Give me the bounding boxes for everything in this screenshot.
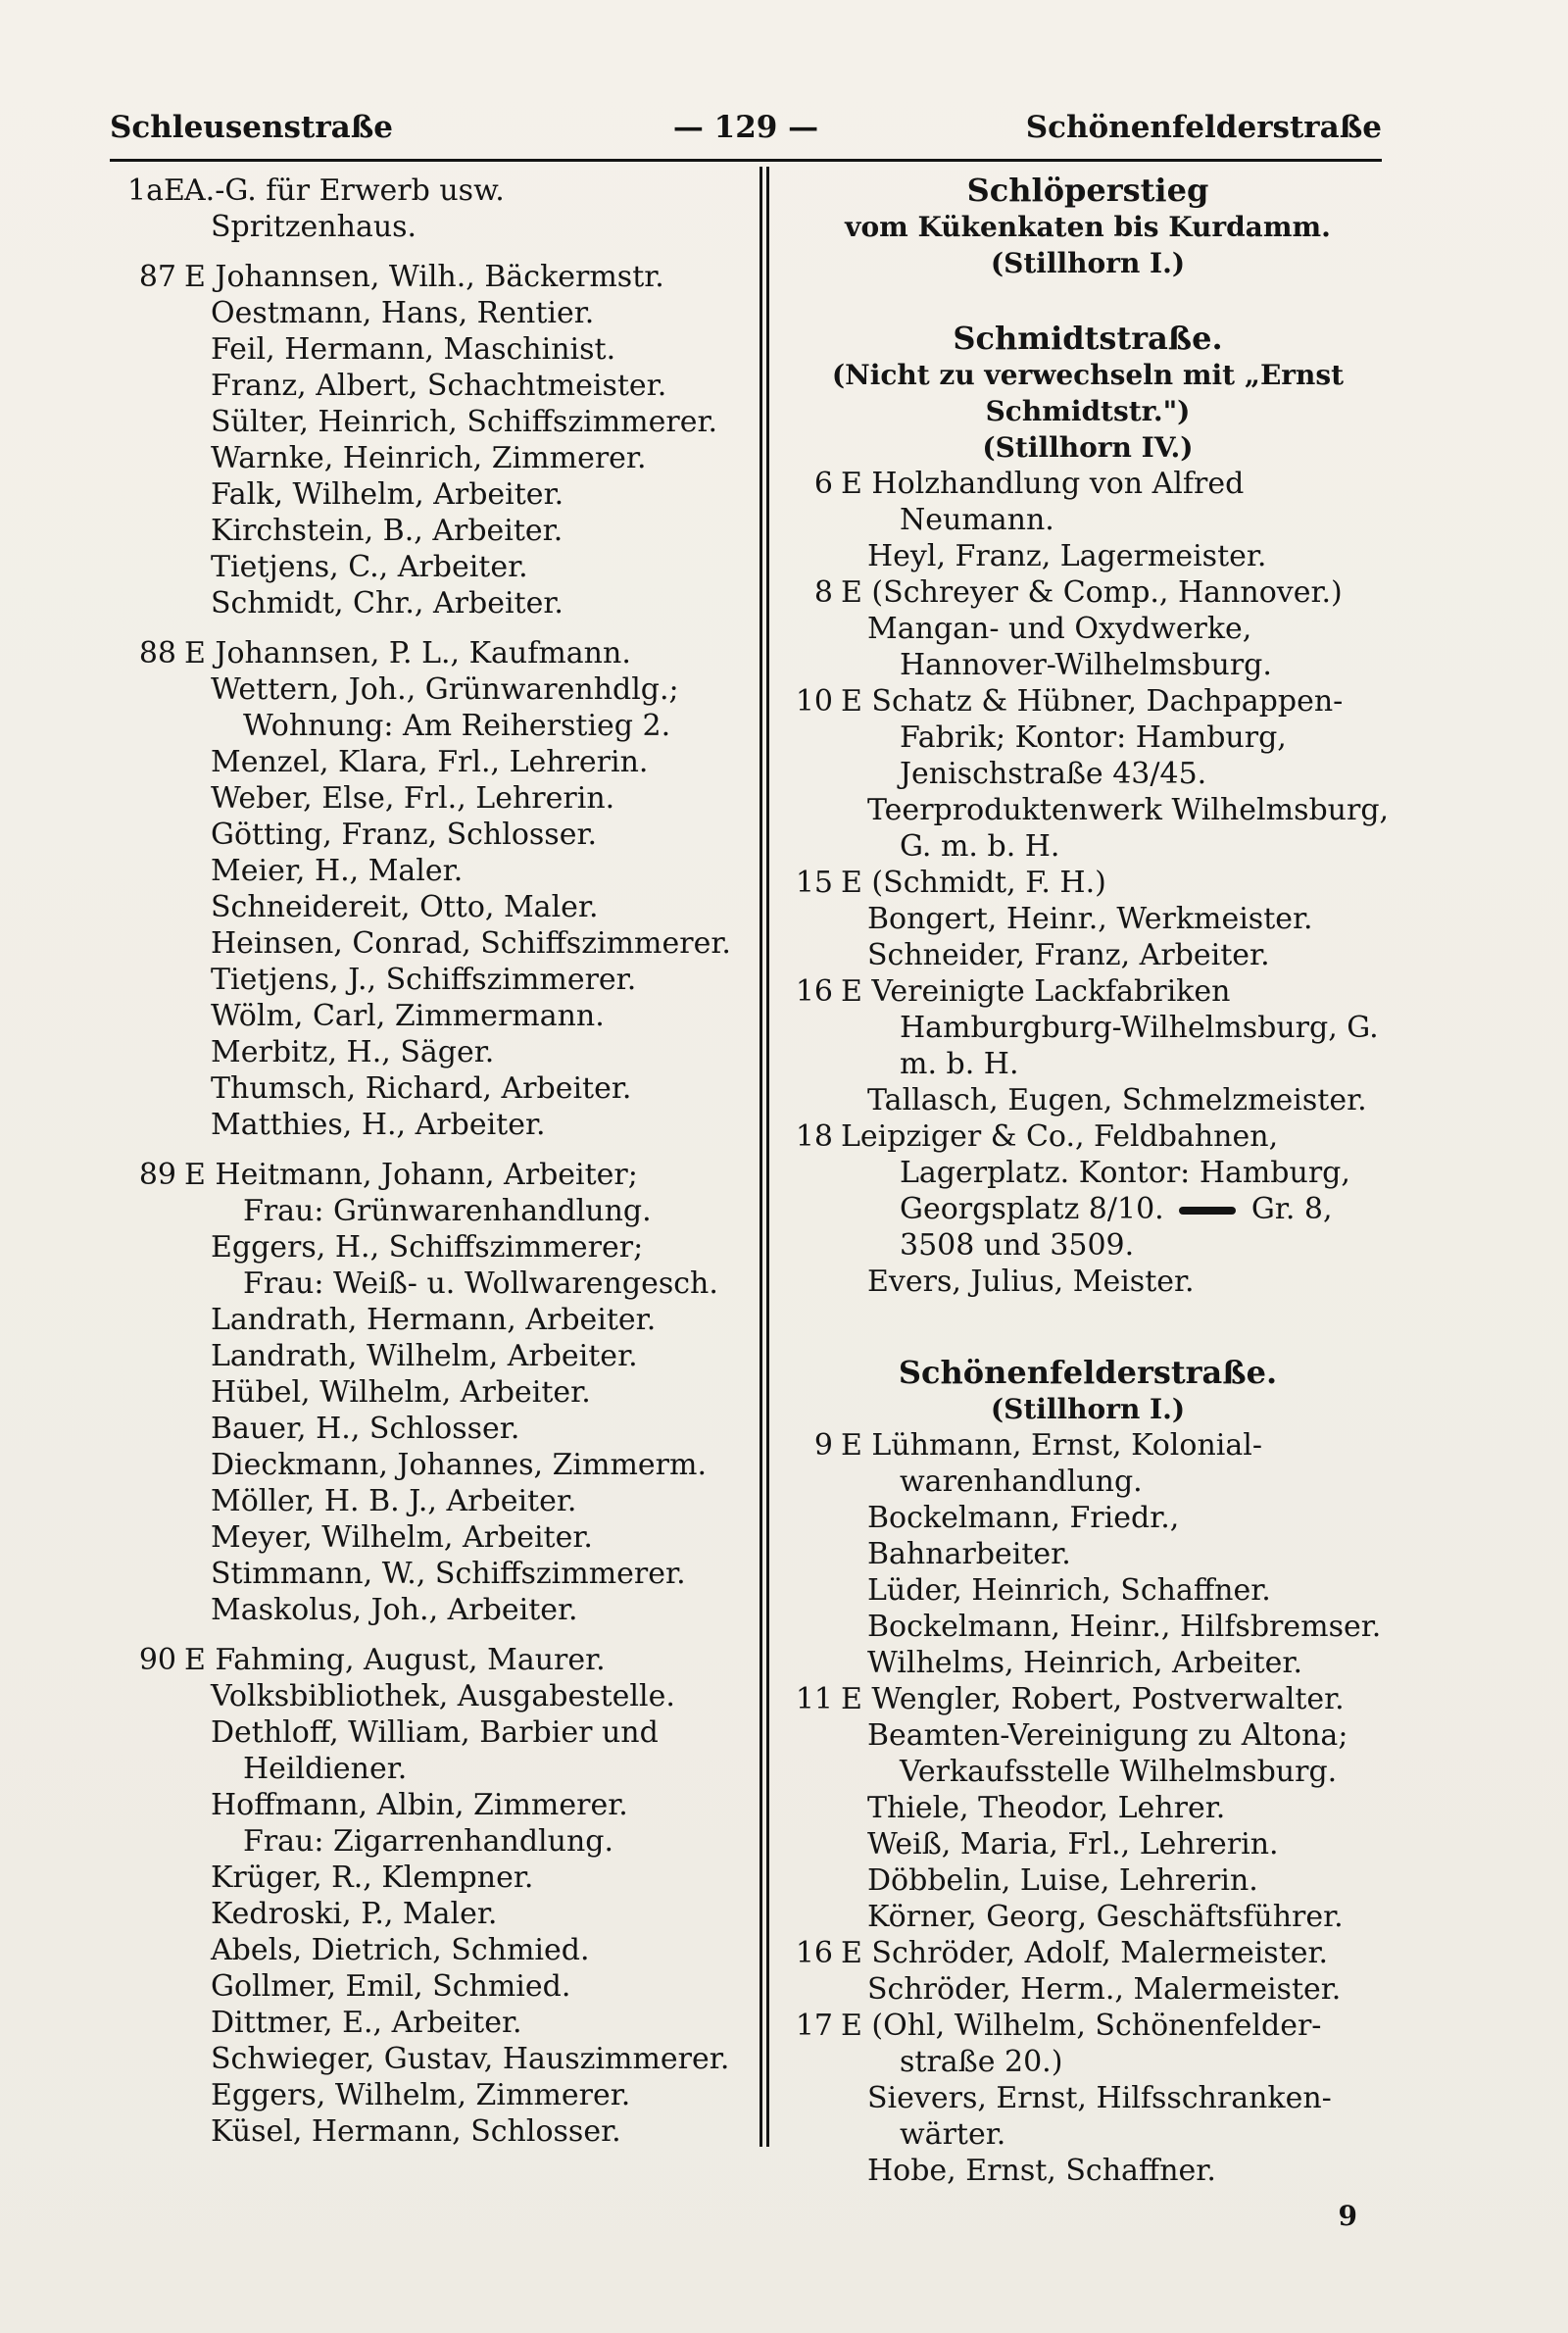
entry-line: Lagerplatz. Kontor: Hamburg,	[900, 1156, 1350, 1190]
house-number: 15	[795, 866, 833, 900]
entry-line: Gollmer, Emil, Schmied.	[211, 1969, 571, 2004]
entry-line: Schneider, Franz, Arbeiter.	[867, 938, 1270, 972]
entry-6	[784, 466, 1392, 502]
header-rule	[110, 159, 1382, 162]
page-header	[110, 110, 1382, 159]
entry-line: warenhandlung.	[900, 1464, 1143, 1499]
house-number: 16	[795, 1936, 833, 1970]
house-number: 8	[813, 575, 833, 610]
entry-16b	[784, 1935, 1392, 1971]
entry-line: Landrath, Wilhelm, Arbeiter.	[211, 1339, 638, 1373]
entry-line: Meier, H., Maler.	[211, 854, 464, 888]
header-right-street: Schönenfelderstraße	[1025, 110, 1382, 145]
entry-line: Feil, Hermann, Maschinist.	[211, 332, 616, 367]
entry-line: Schwieger, Gustav, Hauszimmerer.	[211, 2042, 730, 2076]
entry-line: Abels, Dietrich, Schmied.	[211, 1933, 590, 1967]
entry-1aE	[127, 173, 745, 209]
entry-9	[784, 1427, 1392, 1464]
entry-18	[784, 1118, 1392, 1155]
house-number: 10	[795, 684, 833, 719]
section-title-schmidtstrasse: Schmidtstraße.	[953, 320, 1223, 357]
entry-line: Dittmer, E., Arbeiter.	[211, 2006, 522, 2040]
entry-line: Gr. 8,	[1250, 1192, 1333, 1226]
entry-line: Weber, Else, Frl., Lehrerin.	[211, 781, 615, 816]
entry-line: Beamten-Vereinigung zu Altona;	[867, 1718, 1348, 1753]
entry-line: Matthies, H., Arbeiter.	[211, 1108, 546, 1142]
entry-line: 3508 und 3509.	[900, 1228, 1135, 1263]
entry-line: Krüger, R., Klempner.	[211, 1861, 534, 1895]
entry-line: Bongert, Heinr., Werkmeister.	[867, 902, 1313, 936]
entry-line: E Lühmann, Ernst, Kolonial-	[841, 1428, 1262, 1463]
entry-line: Leipziger & Co., Feldbahnen,	[841, 1119, 1279, 1154]
entry-line: E (Ohl, Wilhelm, Schönenfelder-	[841, 2009, 1322, 2043]
entry-line: Döbbelin, Luise, Lehrerin.	[867, 1863, 1258, 1898]
entry-line: Sülter, Heinrich, Schiffszimmerer.	[211, 405, 718, 439]
entry-line: Evers, Julius, Meister.	[867, 1265, 1195, 1299]
entry-line: Heinsen, Conrad, Schiffszimmerer.	[211, 926, 731, 961]
house-number: 90	[138, 1643, 176, 1677]
left-column	[127, 173, 745, 2150]
entry-line: Mangan- und Oxydwerke,	[867, 612, 1252, 646]
entry-line: E Vereinigte Lackfabriken	[841, 974, 1231, 1009]
entry-line: Schneidereit, Otto, Maler.	[211, 890, 599, 924]
entry-line: Schmidt, Chr., Arbeiter.	[211, 586, 564, 620]
entry-line: Falk, Wilhelm, Arbeiter.	[211, 477, 564, 512]
entry-line: Körner, Georg, Geschäftsführer.	[867, 1900, 1344, 1934]
header-page-number: — 129 —	[672, 110, 819, 145]
entry-line: Dethloff, William, Barbier und	[211, 1715, 659, 1750]
entry-line: Götting, Franz, Schlosser.	[211, 818, 598, 852]
entry-line: Fabrik; Kontor: Hamburg,	[900, 720, 1287, 755]
entry-17	[784, 2008, 1392, 2044]
house-number: 11	[795, 1682, 833, 1716]
entry-line: Bockelmann, Friedr., Bahnarbeiter.	[867, 1501, 1180, 1571]
entry-line: Maskolus, Joh., Arbeiter.	[211, 1593, 578, 1627]
entry-line: E Fahming, August, Maurer.	[184, 1643, 606, 1677]
header-left-street: Schleusenstraße	[110, 110, 394, 145]
house-number: 88	[138, 636, 176, 670]
house-number: 89	[138, 1158, 176, 1192]
entry-90	[127, 1642, 745, 1678]
entry-line: Oestmann, Hans, Rentier.	[211, 296, 595, 330]
entry-line: Bauer, H., Schlosser.	[211, 1412, 520, 1446]
telephone-pointer-icon	[1179, 1207, 1236, 1215]
house-number: 1aE	[127, 174, 185, 208]
entry-line: m. b. H.	[900, 1047, 1019, 1081]
entry-89	[127, 1157, 745, 1193]
entry-line: E (Schreyer & Comp., Hannover.)	[841, 575, 1343, 610]
house-number: 18	[795, 1119, 833, 1154]
entry-line: Menzel, Klara, Frl., Lehrerin.	[211, 745, 649, 779]
house-number: 9	[813, 1428, 833, 1463]
entry-line-phone	[784, 1191, 1392, 1227]
entry-line: Frau: Weiß- u. Wollwarengesch.	[243, 1266, 718, 1301]
entry-line: Landrath, Hermann, Arbeiter.	[211, 1303, 657, 1337]
section-district: (Stillhorn I.)	[990, 247, 1186, 279]
entry-line: Spritzenhaus.	[211, 210, 417, 244]
right-column	[784, 173, 1392, 2189]
entry-line: Möller, H. B. J., Arbeiter.	[211, 1484, 577, 1518]
entry-line: Wölm, Carl, Zimmermann.	[211, 999, 605, 1033]
entry-11	[784, 1681, 1392, 1717]
entry-line: Hannover-Wilhelmsburg.	[900, 648, 1272, 682]
entry-line: Wilhelms, Heinrich, Arbeiter.	[867, 1646, 1302, 1680]
entry-line: E Schröder, Adolf, Malermeister.	[841, 1936, 1329, 1970]
house-number: 87	[138, 260, 176, 294]
section-title-schoenenfelderstrasse: Schönenfelderstraße.	[898, 1354, 1278, 1391]
entry-line: Franz, Albert, Schachtmeister.	[211, 369, 667, 403]
entry-line: Sievers, Ernst, Hilfsschranken-	[867, 2081, 1332, 2115]
section-district: (Stillhorn I.)	[990, 1393, 1186, 1425]
entry-line: Eggers, H., Schiffszimmerer;	[211, 1230, 644, 1265]
house-number: 16	[795, 974, 833, 1009]
house-number: 17	[795, 2009, 833, 2043]
entry-line: Hobe, Ernst, Schaffner.	[867, 2154, 1216, 2188]
entry-line: Volksbibliothek, Ausgabestelle.	[211, 1679, 675, 1713]
entry-line: Frau: Zigarrenhandlung.	[243, 1824, 614, 1859]
entry-16	[784, 973, 1392, 1010]
entry-line: E Heitmann, Johann, Arbeiter;	[184, 1158, 638, 1192]
entry-line: Heildiener.	[243, 1752, 408, 1786]
entry-88	[127, 635, 745, 671]
section-subtitle: vom Kükenkaten bis Kurdamm.	[845, 211, 1331, 243]
entry-line: Stimmann, W., Schiffszimmerer.	[211, 1557, 686, 1591]
entry-line: E Johannsen, P. L., Kaufmann.	[184, 636, 631, 670]
section-title-schloeperstieg: Schlöperstieg	[966, 172, 1209, 209]
entry-line: Hamburgburg-Wilhelmsburg, G.	[900, 1011, 1379, 1045]
entry-line: Lüder, Heinrich, Schaffner.	[867, 1573, 1271, 1608]
entry-line: Wettern, Joh., Grünwarenhdlg.;	[211, 672, 679, 707]
entry-line: E Holzhandlung von Alfred	[841, 467, 1245, 501]
entry-87	[127, 259, 745, 295]
entry-line: wärter.	[900, 2117, 1006, 2152]
entry-line: Teerproduktenwerk Wilhelmsburg,	[867, 793, 1390, 827]
entry-line: E (Schmidt, F. H.)	[841, 866, 1106, 900]
entry-line: E Schatz & Hübner, Dachpappen-	[841, 684, 1344, 719]
entry-line: Hoffmann, Albin, Zimmerer.	[211, 1788, 628, 1822]
entry-line: Merbitz, H., Säger.	[211, 1035, 495, 1069]
section-district: (Stillhorn IV.)	[982, 431, 1194, 464]
entry-line: Jenischstraße 43/45.	[900, 757, 1207, 791]
signature-mark: 9	[1338, 2200, 1357, 2232]
entry-line: Bockelmann, Heinr., Hilfsbremser.	[867, 1610, 1382, 1644]
entry-line: Wohnung: Am Reiherstieg 2.	[243, 709, 671, 743]
entry-line: E Johannsen, Wilh., Bäckermstr.	[184, 260, 664, 294]
entry-line: Tietjens, J., Schiffszimmerer.	[211, 963, 637, 997]
entry-line: Heyl, Franz, Lagermeister.	[867, 539, 1267, 573]
entry-line: Thiele, Theodor, Lehrer.	[867, 1791, 1226, 1825]
entry-line: A.-G. für Erwerb usw.	[184, 174, 505, 208]
entry-line: Thumsch, Richard, Arbeiter.	[211, 1071, 632, 1106]
entry-line: Tietjens, C., Arbeiter.	[211, 550, 528, 584]
entry-line: Verkaufsstelle Wilhelmsburg.	[900, 1755, 1338, 1789]
entry-line: Georgsplatz 8/10.	[900, 1192, 1164, 1226]
entry-8	[784, 574, 1392, 611]
entry-10	[784, 683, 1392, 720]
entry-line: Weiß, Maria, Frl., Lehrerin.	[867, 1827, 1279, 1861]
entry-line: Schröder, Herm., Malermeister.	[867, 1972, 1342, 2007]
entry-line: Frau: Grünwarenhandlung.	[243, 1194, 652, 1228]
entry-line: Meyer, Wilhelm, Arbeiter.	[211, 1520, 593, 1555]
column-divider	[760, 167, 769, 2147]
entry-line: G. m. b. H.	[900, 829, 1060, 864]
entry-line: Küsel, Hermann, Schlosser.	[211, 2114, 621, 2149]
entry-line: Warnke, Heinrich, Zimmerer.	[211, 441, 647, 475]
section-subtitle: (Nicht zu verwechseln mit „Ernst Schmidtstr.")	[831, 359, 1345, 427]
entry-line: Dieckmann, Johannes, Zimmerm.	[211, 1448, 708, 1482]
entry-line: Eggers, Wilhelm, Zimmerer.	[211, 2078, 631, 2112]
entry-line: Hübel, Wilhelm, Arbeiter.	[211, 1375, 591, 1410]
entry-line: E Wengler, Robert, Postverwalter.	[841, 1682, 1345, 1716]
entry-line: Tallasch, Eugen, Schmelzmeister.	[867, 1083, 1367, 1117]
entry-line: Kirchstein, B., Arbeiter.	[211, 514, 564, 548]
entry-line: straße 20.)	[900, 2045, 1063, 2079]
entry-line: Neumann.	[900, 503, 1054, 537]
house-number: 6	[813, 467, 833, 501]
entry-15	[784, 865, 1392, 901]
entry-line: Kedroski, P., Maler.	[211, 1897, 498, 1931]
